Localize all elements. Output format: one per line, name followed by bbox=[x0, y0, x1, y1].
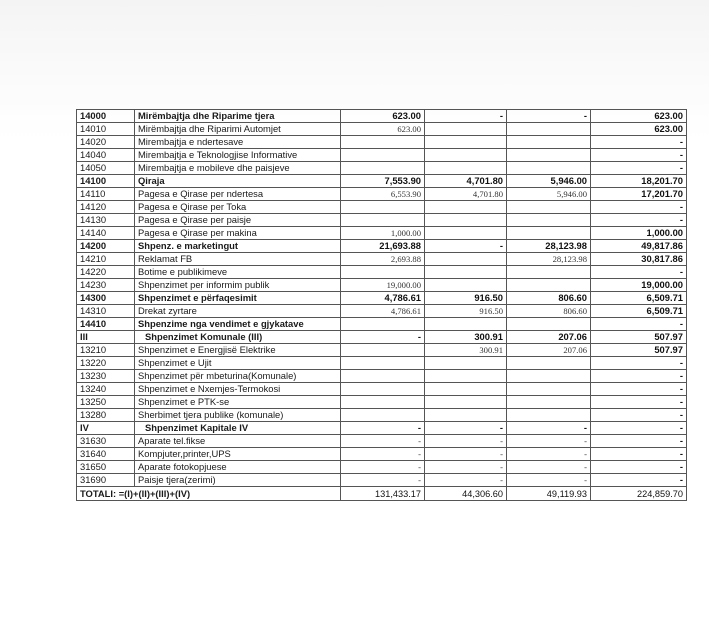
row-col-1: 19,000.00 bbox=[341, 279, 425, 292]
row-col-1 bbox=[341, 396, 425, 409]
row-col-1: - bbox=[341, 474, 425, 487]
table-row bbox=[77, 214, 687, 227]
row-description: Drekat zyrtare bbox=[135, 305, 341, 318]
row-total: - bbox=[591, 383, 687, 396]
row-col-3 bbox=[507, 136, 591, 149]
row-col-1 bbox=[341, 201, 425, 214]
row-col-1 bbox=[341, 409, 425, 422]
total-col-3: 49,119.93 bbox=[507, 487, 591, 501]
row-col-1 bbox=[341, 136, 425, 149]
row-col-2: - bbox=[425, 461, 507, 474]
row-description: Shpenz. e marketingut bbox=[135, 240, 341, 253]
row-total: - bbox=[591, 214, 687, 227]
row-code: 14200 bbox=[77, 240, 135, 253]
row-total: - bbox=[591, 409, 687, 422]
row-col-1 bbox=[341, 370, 425, 383]
row-col-3: 207.06 bbox=[507, 331, 591, 344]
row-col-3: 5,946.00 bbox=[507, 175, 591, 188]
row-code: 14410 bbox=[77, 318, 135, 331]
row-description: Shpenzimet Komunale (III) bbox=[135, 331, 341, 344]
row-col-1 bbox=[341, 214, 425, 227]
table-row bbox=[77, 253, 687, 266]
row-col-2 bbox=[425, 149, 507, 162]
row-description: Aparate tel.fikse bbox=[135, 435, 341, 448]
table-row bbox=[77, 448, 687, 461]
row-description: Sherbimet tjera publike (komunale) bbox=[135, 409, 341, 422]
row-total: 507.97 bbox=[591, 331, 687, 344]
row-col-3: 28,123.98 bbox=[507, 253, 591, 266]
row-code: 14210 bbox=[77, 253, 135, 266]
row-description: Reklamat FB bbox=[135, 253, 341, 266]
row-code: 14130 bbox=[77, 214, 135, 227]
row-description: Pagesa e Qirase per Toka bbox=[135, 201, 341, 214]
row-col-3: 5,946.00 bbox=[507, 188, 591, 201]
table-row bbox=[77, 266, 687, 279]
row-total: - bbox=[591, 162, 687, 175]
row-code: 14140 bbox=[77, 227, 135, 240]
expense-table-sheet bbox=[76, 109, 686, 501]
row-total: - bbox=[591, 149, 687, 162]
row-description: Shpenzimet e PTK-se bbox=[135, 396, 341, 409]
row-col-1 bbox=[341, 357, 425, 370]
table-row bbox=[77, 409, 687, 422]
row-total: - bbox=[591, 201, 687, 214]
table-row bbox=[77, 188, 687, 201]
row-description: Shpenzimet e Ujit bbox=[135, 357, 341, 370]
table-row bbox=[77, 318, 687, 331]
row-description: Shpenzimet Kapitale IV bbox=[135, 422, 341, 435]
row-code: 14110 bbox=[77, 188, 135, 201]
row-code: 13250 bbox=[77, 396, 135, 409]
row-col-2 bbox=[425, 227, 507, 240]
row-total: - bbox=[591, 318, 687, 331]
row-col-3: 28,123.98 bbox=[507, 240, 591, 253]
table-row bbox=[77, 396, 687, 409]
row-total: 30,817.86 bbox=[591, 253, 687, 266]
table-row bbox=[77, 383, 687, 396]
row-col-3 bbox=[507, 383, 591, 396]
row-col-2 bbox=[425, 201, 507, 214]
row-col-2: 916.50 bbox=[425, 305, 507, 318]
row-col-3: - bbox=[507, 422, 591, 435]
row-col-3 bbox=[507, 123, 591, 136]
row-col-3 bbox=[507, 318, 591, 331]
expense-table bbox=[76, 109, 687, 501]
row-col-3: - bbox=[507, 435, 591, 448]
row-code: 31630 bbox=[77, 435, 135, 448]
row-col-2 bbox=[425, 253, 507, 266]
row-code: 14120 bbox=[77, 201, 135, 214]
row-description: Aparate fotokopjuese bbox=[135, 461, 341, 474]
row-col-1: 7,553.90 bbox=[341, 175, 425, 188]
table-row bbox=[77, 305, 687, 318]
row-total: - bbox=[591, 396, 687, 409]
row-total: 623.00 bbox=[591, 123, 687, 136]
row-col-1: 623.00 bbox=[341, 110, 425, 123]
row-description: Mirembajtja e ndertesave bbox=[135, 136, 341, 149]
table-body bbox=[77, 110, 687, 487]
table-row bbox=[77, 331, 687, 344]
row-col-1 bbox=[341, 318, 425, 331]
row-col-3: - bbox=[507, 474, 591, 487]
table-row bbox=[77, 461, 687, 474]
row-col-2 bbox=[425, 266, 507, 279]
row-total: - bbox=[591, 448, 687, 461]
row-description: Mirëmbajtja dhe Riparimi Automjet bbox=[135, 123, 341, 136]
row-total: - bbox=[591, 461, 687, 474]
table-row bbox=[77, 435, 687, 448]
table-row bbox=[77, 474, 687, 487]
row-code: 14020 bbox=[77, 136, 135, 149]
row-description: Paisje tjera(zerimi) bbox=[135, 474, 341, 487]
row-col-2: 300.91 bbox=[425, 331, 507, 344]
table-row bbox=[77, 240, 687, 253]
row-col-1 bbox=[341, 266, 425, 279]
row-code: 14010 bbox=[77, 123, 135, 136]
row-total: - bbox=[591, 136, 687, 149]
row-col-3 bbox=[507, 149, 591, 162]
table-row bbox=[77, 370, 687, 383]
row-col-2: - bbox=[425, 110, 507, 123]
row-code: IV bbox=[77, 422, 135, 435]
row-description: Shpenzimet e Nxemjes-Termokosi bbox=[135, 383, 341, 396]
row-col-2 bbox=[425, 370, 507, 383]
row-total: - bbox=[591, 357, 687, 370]
row-code: 14040 bbox=[77, 149, 135, 162]
row-code: 31640 bbox=[77, 448, 135, 461]
row-description: Shpenzimet per informim publik bbox=[135, 279, 341, 292]
row-code: 14000 bbox=[77, 110, 135, 123]
row-code: 13280 bbox=[77, 409, 135, 422]
row-description: Kompjuter,printer,UPS bbox=[135, 448, 341, 461]
row-code: 13210 bbox=[77, 344, 135, 357]
row-code: 14100 bbox=[77, 175, 135, 188]
table-row bbox=[77, 201, 687, 214]
row-code: 31650 bbox=[77, 461, 135, 474]
row-col-1: 4,786.61 bbox=[341, 292, 425, 305]
total-row bbox=[77, 487, 687, 501]
row-description: Mirembajtja e mobileve dhe paisjeve bbox=[135, 162, 341, 175]
row-col-3: - bbox=[507, 448, 591, 461]
row-description: Shpenzimet për mbeturina(Komunale) bbox=[135, 370, 341, 383]
table-row bbox=[77, 110, 687, 123]
row-code: 13240 bbox=[77, 383, 135, 396]
row-description: Botime e publikimeve bbox=[135, 266, 341, 279]
row-col-1: - bbox=[341, 461, 425, 474]
row-col-1 bbox=[341, 383, 425, 396]
row-code: 14050 bbox=[77, 162, 135, 175]
row-description: Shpenzime nga vendimet e gjykatave bbox=[135, 318, 341, 331]
row-description: Shpenzimet e përfaqesimit bbox=[135, 292, 341, 305]
row-col-3 bbox=[507, 370, 591, 383]
row-col-2: - bbox=[425, 240, 507, 253]
table-row bbox=[77, 344, 687, 357]
row-total: - bbox=[591, 370, 687, 383]
row-code: 14310 bbox=[77, 305, 135, 318]
table-row bbox=[77, 357, 687, 370]
row-col-3: 207.06 bbox=[507, 344, 591, 357]
row-code: 14230 bbox=[77, 279, 135, 292]
row-total: 17,201.70 bbox=[591, 188, 687, 201]
row-col-1: 1,000.00 bbox=[341, 227, 425, 240]
row-col-2: 4,701.80 bbox=[425, 175, 507, 188]
row-col-1: 6,553.90 bbox=[341, 188, 425, 201]
row-col-1: - bbox=[341, 331, 425, 344]
row-col-1: - bbox=[341, 422, 425, 435]
row-total: - bbox=[591, 266, 687, 279]
row-total: - bbox=[591, 474, 687, 487]
row-total: 19,000.00 bbox=[591, 279, 687, 292]
row-col-2: - bbox=[425, 422, 507, 435]
row-col-1: - bbox=[341, 435, 425, 448]
total-col-4: 224,859.70 bbox=[591, 487, 687, 501]
row-col-2 bbox=[425, 396, 507, 409]
row-total: 6,509.71 bbox=[591, 305, 687, 318]
row-col-3 bbox=[507, 162, 591, 175]
row-col-3: 806.60 bbox=[507, 292, 591, 305]
row-description: Shpenzimet e Energjisë Elektrike bbox=[135, 344, 341, 357]
row-col-3 bbox=[507, 201, 591, 214]
row-col-3 bbox=[507, 266, 591, 279]
row-code: 13230 bbox=[77, 370, 135, 383]
row-col-1: 21,693.88 bbox=[341, 240, 425, 253]
row-col-2 bbox=[425, 409, 507, 422]
row-col-3: 806.60 bbox=[507, 305, 591, 318]
row-code: III bbox=[77, 331, 135, 344]
row-col-2: 4,701.80 bbox=[425, 188, 507, 201]
row-col-1: 623.00 bbox=[341, 123, 425, 136]
row-col-2: - bbox=[425, 474, 507, 487]
row-col-3 bbox=[507, 279, 591, 292]
table-row bbox=[77, 149, 687, 162]
row-col-2 bbox=[425, 279, 507, 292]
table-row bbox=[77, 227, 687, 240]
row-code: 13220 bbox=[77, 357, 135, 370]
row-col-3 bbox=[507, 227, 591, 240]
row-code: 14300 bbox=[77, 292, 135, 305]
row-total: - bbox=[591, 422, 687, 435]
row-col-3 bbox=[507, 357, 591, 370]
total-col-2: 44,306.60 bbox=[425, 487, 507, 501]
row-col-2 bbox=[425, 357, 507, 370]
table-row bbox=[77, 292, 687, 305]
row-total: 507.97 bbox=[591, 344, 687, 357]
row-description: Qiraja bbox=[135, 175, 341, 188]
row-col-3: - bbox=[507, 461, 591, 474]
row-total: 6,509.71 bbox=[591, 292, 687, 305]
row-col-3 bbox=[507, 409, 591, 422]
row-col-3 bbox=[507, 396, 591, 409]
row-total: 1,000.00 bbox=[591, 227, 687, 240]
row-total: 623.00 bbox=[591, 110, 687, 123]
row-col-1: 4,786.61 bbox=[341, 305, 425, 318]
row-code: 14220 bbox=[77, 266, 135, 279]
row-description: Pagesa e Qirase per makina bbox=[135, 227, 341, 240]
table-row bbox=[77, 136, 687, 149]
row-col-1 bbox=[341, 149, 425, 162]
table-row bbox=[77, 162, 687, 175]
row-description: Mirembajtja e Teknologjise Informative bbox=[135, 149, 341, 162]
row-description: Mirëmbajtja dhe Riparime tjera bbox=[135, 110, 341, 123]
row-description: Pagesa e Qirase per paisje bbox=[135, 214, 341, 227]
row-col-3: - bbox=[507, 110, 591, 123]
row-code: 31690 bbox=[77, 474, 135, 487]
table-row bbox=[77, 279, 687, 292]
total-col-1: 131,433.17 bbox=[341, 487, 425, 501]
row-col-3 bbox=[507, 214, 591, 227]
row-total: 18,201.70 bbox=[591, 175, 687, 188]
row-col-2 bbox=[425, 162, 507, 175]
row-total: - bbox=[591, 435, 687, 448]
row-col-2: - bbox=[425, 435, 507, 448]
total-label: TOTALI: =(I)+(II)+(III)+(IV) bbox=[77, 487, 341, 501]
row-col-1 bbox=[341, 162, 425, 175]
row-col-1: - bbox=[341, 448, 425, 461]
row-col-2: - bbox=[425, 448, 507, 461]
row-col-1 bbox=[341, 344, 425, 357]
row-col-2 bbox=[425, 136, 507, 149]
row-description: Pagesa e Qirase per ndertesa bbox=[135, 188, 341, 201]
table-row bbox=[77, 123, 687, 136]
row-col-2 bbox=[425, 383, 507, 396]
table-row bbox=[77, 175, 687, 188]
row-total: 49,817.86 bbox=[591, 240, 687, 253]
row-col-2 bbox=[425, 214, 507, 227]
row-col-2 bbox=[425, 123, 507, 136]
row-col-2: 300.91 bbox=[425, 344, 507, 357]
row-col-2 bbox=[425, 318, 507, 331]
row-col-2: 916.50 bbox=[425, 292, 507, 305]
row-col-1: 2,693.88 bbox=[341, 253, 425, 266]
table-row bbox=[77, 422, 687, 435]
